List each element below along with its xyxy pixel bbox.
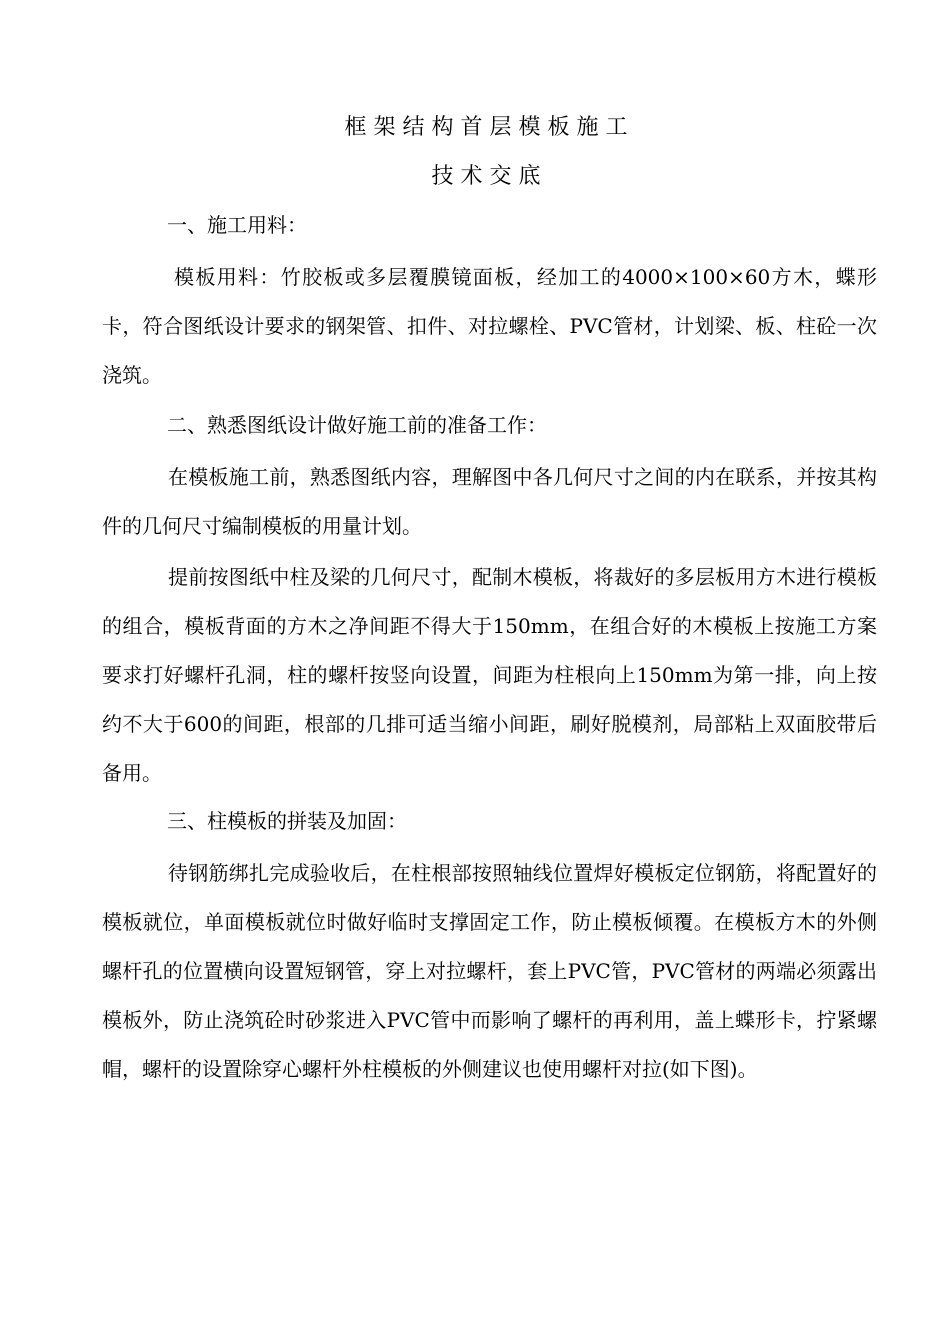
section-heading-preparation: 二、熟悉图纸设计做好施工前的准备工作： [167,413,547,437]
paragraph-column-formwork: 待钢筋绑扎完成验收后，在柱根部按照轴线位置焊好模板定位钢筋，将配置好的模板就位，单面模板就位时做好临时支撑固定工作，防止模板倾覆。在模板方木的外侧螺杆孔的位置横向设置短钢管，穿上对拉螺杆，套上PVC管，PVC管材的两端必须露出模板外，防止浇筑砼时砂浆进入PVC管中而影响了螺杆的再利用，盖上蝶形卡，拧紧螺帽，螺杆的设置除穿心螺杆外柱模板的外侧建议也使用螺杆对拉(如下图)。 [102,861,877,1081]
paragraph-materials: 模板用料：竹胶板或多层覆膜镜面板，经加工的4000×100×60方木，蝶形卡，符合图纸设计要求的钢架管、扣件、对拉螺栓、PVC管材，计划梁、板、柱砼一次浇筑。 [102,265,877,387]
section-heading-column-formwork: 三、柱模板的拼装及加固： [167,809,407,833]
paragraph-preparation-2: 提前按图纸中柱及梁的几何尺寸，配制木模板，将裁好的多层板用方木进行模板的组合，模板背面的方木之净间距不得大于150mm，在组合好的木模板上按施工方案要求打好螺杆孔洞，柱的螺杆按竖向设置，间距为柱根向上150mm为第一排，向上按约不大于600的间距，根部的几排可适当缩小间距，刷好脱模剂，局部粘上双面胶带后备用。 [102,565,877,785]
document-title-line-1: 框架结构首层模板施工 [344,115,635,140]
section-heading-materials: 一、施工用料： [167,213,307,237]
document-title-line-2: 技术交底 [431,164,548,189]
paragraph-preparation-1: 在模板施工前，熟悉图纸内容，理解图中各几何尺寸之间的内在联系，并按其构件的几何尺寸编制模板的用量计划。 [102,465,877,538]
